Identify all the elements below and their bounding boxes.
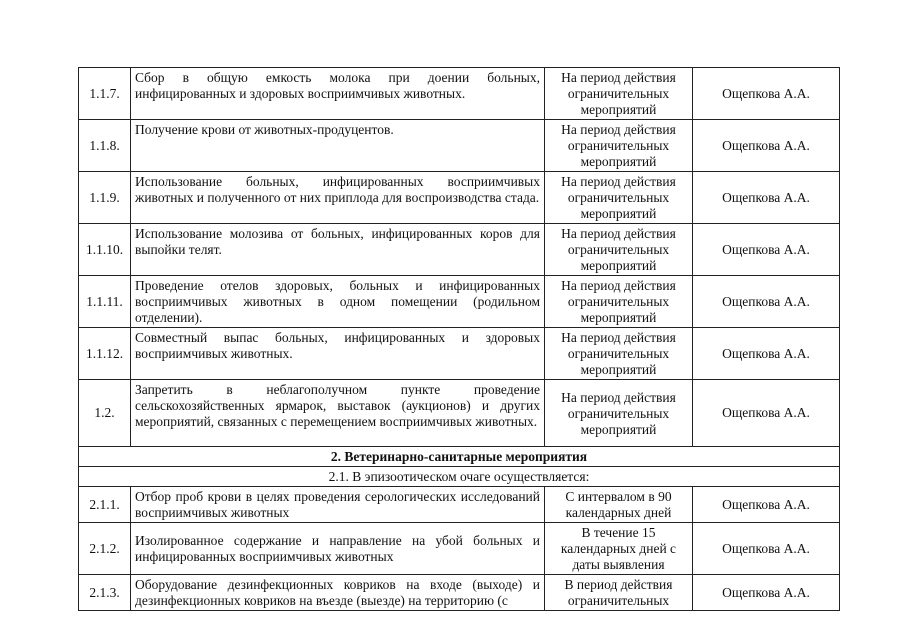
- period-text: На период действия ограничительных мероприятий: [545, 276, 693, 328]
- table-row: [79, 120, 840, 172]
- period-text: На период действия ограничительных мероприятий: [545, 68, 693, 120]
- row-number: 1.1.12.: [79, 328, 131, 380]
- subsection-header-row: [79, 467, 840, 487]
- measure-text: Отбор проб крови в целях проведения серологических исследований восприимчивых животных: [131, 487, 545, 523]
- responsible-person: Ощепкова А.А.: [693, 276, 840, 328]
- table-row: [79, 68, 840, 120]
- section-header-row: [79, 447, 840, 467]
- measure-text: Изолированное содержание и направление на убой больных и инфицированных восприимчивых животных: [131, 523, 545, 575]
- responsible-person: Ощепкова А.А.: [693, 380, 840, 447]
- responsible-person: Ощепкова А.А.: [693, 120, 840, 172]
- period-text: На период действия ограничительных мероприятий: [545, 328, 693, 380]
- row-number: 1.1.9.: [79, 172, 131, 224]
- row-number: 1.1.10.: [79, 224, 131, 276]
- table-row: [79, 487, 840, 523]
- measure-text: Сбор в общую емкость молока при доении больных, инфицированных и здоровых восприимчивых животных.: [131, 68, 545, 120]
- table-row: [79, 172, 840, 224]
- table-row: [79, 328, 840, 380]
- responsible-person: Ощепкова А.А.: [693, 328, 840, 380]
- period-text: На период действия ограничительных мероприятий: [545, 172, 693, 224]
- table-row: [79, 380, 840, 447]
- responsible-person: Ощепкова А.А.: [693, 172, 840, 224]
- period-text: На период действия ограничительных мероприятий: [545, 224, 693, 276]
- measure-text: Запретить в неблагополучном пункте проведение сельскохозяйственных ярмарок, выставок (аукционов) и других мероприятий, связанных с перемещением восприимчивых животных.: [131, 380, 545, 447]
- period-text: В период действия ограничительных: [545, 575, 693, 611]
- responsible-person: Ощепкова А.А.: [693, 224, 840, 276]
- row-number: 1.1.7.: [79, 68, 131, 120]
- measure-text: Использование больных, инфицированных восприимчивых животных и полученного от них приплода для воспроизводства стада.: [131, 172, 545, 224]
- period-text: На период действия ограничительных мероприятий: [545, 380, 693, 447]
- row-number: 2.1.3.: [79, 575, 131, 611]
- responsible-person: Ощепкова А.А.: [693, 575, 840, 611]
- measure-text: Совместный выпас больных, инфицированных и здоровых восприимчивых животных.: [131, 328, 545, 380]
- row-number: 2.1.1.: [79, 487, 131, 523]
- period-text: В течение 15 календарных дней с даты выявления: [545, 523, 693, 575]
- table-row: [79, 575, 840, 611]
- subsection-title: 2.1. В эпизоотическом очаге осуществляется:: [79, 467, 840, 487]
- measures-table: [78, 67, 840, 611]
- period-text: На период действия ограничительных мероприятий: [545, 120, 693, 172]
- responsible-person: Ощепкова А.А.: [693, 487, 840, 523]
- row-number: 1.1.11.: [79, 276, 131, 328]
- table-row: [79, 276, 840, 328]
- measure-text: Оборудование дезинфекционных ковриков на входе (выходе) и дезинфекционных ковриков на въезде (выезде) на территорию (с: [131, 575, 545, 611]
- section-title: 2. Ветеринарно-санитарные мероприятия: [79, 447, 840, 467]
- row-number: 1.1.8.: [79, 120, 131, 172]
- responsible-person: Ощепкова А.А.: [693, 523, 840, 575]
- period-text: С интервалом в 90 календарных дней: [545, 487, 693, 523]
- table-row: [79, 523, 840, 575]
- row-number: 2.1.2.: [79, 523, 131, 575]
- row-number: 1.2.: [79, 380, 131, 447]
- measure-text: Получение крови от животных-продуцентов.: [131, 120, 545, 172]
- responsible-person: Ощепкова А.А.: [693, 68, 840, 120]
- table-row: [79, 224, 840, 276]
- measure-text: Проведение отелов здоровых, больных и инфицированных восприимчивых животных в одном помещении (родильном отделении).: [131, 276, 545, 328]
- measure-text: Использование молозива от больных, инфицированных коров для выпойки телят.: [131, 224, 545, 276]
